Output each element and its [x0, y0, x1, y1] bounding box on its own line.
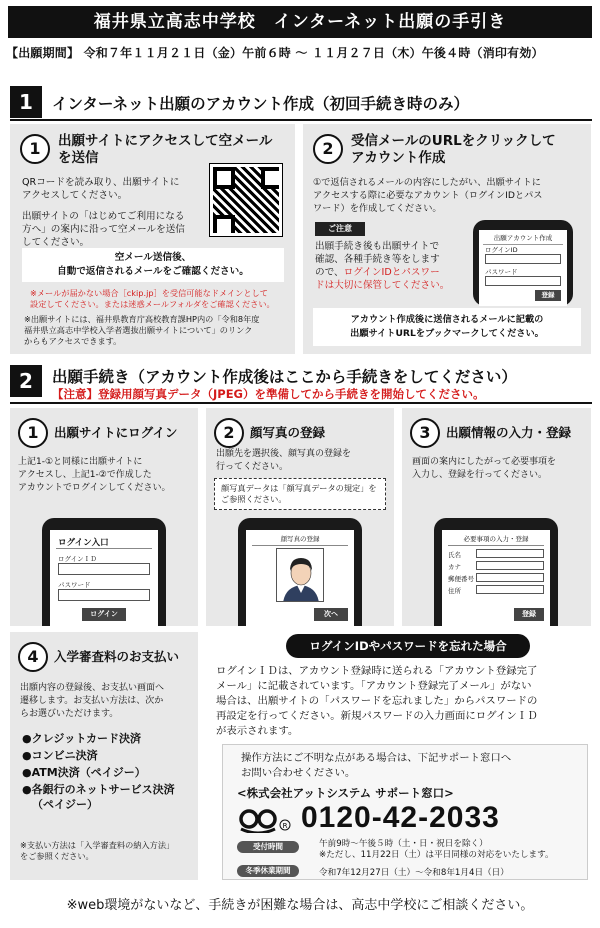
step-heading	[58, 133, 272, 167]
qr-code-icon[interactable]	[210, 164, 282, 236]
text-line: 遷移します。お支払い方法は、次か	[20, 696, 164, 706]
login-button[interactable]: ログイン	[82, 608, 126, 621]
text-line: メール」に記載されています。「アカウント登録完了メール」がない	[216, 680, 532, 692]
note-line: をご参照ください。	[20, 851, 94, 861]
register-button[interactable]: 登録	[514, 608, 544, 621]
text-part-red: ログインIDとパスワー	[343, 267, 440, 278]
payment-method: ●クレジットカード決済	[22, 732, 141, 745]
payment-method: ●ATM決済（ペイジー）	[22, 766, 146, 779]
step-number: 3	[410, 418, 440, 448]
text-line: 再設定を行ってください。新規パスワードの入力画面にログインＩＤ	[216, 710, 538, 722]
text-line: ①で返信されるメールの内容にしたがい、出願サイトに	[313, 177, 541, 188]
site-link-note	[24, 314, 292, 347]
step-number: 4	[18, 642, 48, 672]
box-line: 出願サイトURLをブックマークしてください。	[350, 328, 544, 339]
text-line: ※ただし、11月22日（土）は平日同様の対応をいたします。	[319, 850, 554, 860]
password-field[interactable]	[58, 589, 150, 601]
phone-title: ログイン入口	[58, 538, 109, 548]
field-address[interactable]	[476, 585, 544, 594]
text-line-red: ドは大切に保管してください。	[315, 280, 450, 291]
step-heading: 顔写真の登録	[250, 425, 326, 440]
step-text	[412, 456, 588, 482]
step-heading: 出願サイトにログイン	[54, 425, 178, 440]
step-2-4-card	[10, 632, 198, 880]
text-line: アクセスし、上記1-②で作成した	[18, 470, 152, 480]
text-line: 画面の案内にしたがって必要事項を	[412, 457, 557, 467]
svg-text:R: R	[282, 822, 288, 830]
phone-screen	[479, 230, 567, 306]
face-photo-icon	[276, 548, 324, 602]
text-line: ワード）を作成してください。	[313, 203, 442, 214]
note-line: 設定してください。または迷惑メールフォルダをご確認ください。	[30, 299, 275, 309]
step-2-1-card	[10, 408, 198, 626]
forgot-login-text	[216, 664, 592, 739]
phone-divider	[56, 548, 152, 549]
heading-line: アカウント作成	[351, 150, 446, 166]
text-line: 出願内容の登録後、お支払い画面へ	[20, 683, 165, 693]
step-text	[22, 176, 212, 249]
text-line: 確認、各種手続き等をします	[315, 254, 440, 265]
caution-text	[315, 240, 475, 292]
login-id-field[interactable]	[58, 563, 150, 575]
password-label: パスワード	[485, 268, 518, 276]
step-1-2-card	[303, 124, 591, 354]
text-line: お問い合わせください。	[241, 767, 356, 779]
step-2-3-card	[402, 408, 591, 626]
step-number: 2	[214, 418, 244, 448]
step-text	[20, 682, 196, 721]
bookmark-box	[313, 308, 581, 346]
text-line: QRコードを読み取り、出願サイトに	[22, 177, 180, 188]
note-line: からもアクセスできます。	[24, 336, 122, 346]
step-text	[313, 176, 588, 215]
note-line: ※支払い方法は「入学審査料の納入方法」	[20, 840, 175, 850]
box-line: ご参照ください。	[221, 494, 287, 504]
auto-reply-box	[22, 248, 284, 282]
support-company: <株式会社アットシステム サポート窓口>	[237, 786, 454, 800]
field-postal[interactable]	[476, 573, 544, 582]
payment-note	[20, 840, 196, 862]
application-period: 【出願期間】 令和７年１１月２１日（金）午前６時 〜 １１月２７日（木）午後４時（消印有効）	[6, 46, 544, 60]
section-2-caution: 【注意】登録用顔写真データ（JPEG）を準備してから手続きを開始してください。	[52, 387, 485, 401]
step-heading	[351, 133, 556, 167]
step-2-2-card	[206, 408, 394, 626]
support-box	[222, 744, 588, 880]
phone-header: 出願アカウント作成	[483, 233, 563, 245]
field-label-postal: 郵便番号	[448, 575, 474, 583]
password-field[interactable]	[485, 276, 561, 286]
text-line: 場合は、出願サイトの「パスワードを忘れました」からパスワードの	[216, 695, 538, 707]
text-line: してください。	[22, 237, 90, 248]
next-button[interactable]: 次へ	[314, 608, 348, 621]
page-title: 福井県立高志中学校 インターネット出願の手引き	[8, 6, 592, 38]
hours-tag: 受付時間	[237, 841, 299, 853]
step-number: 1	[18, 418, 48, 448]
login-phone-mockup	[42, 518, 166, 626]
note-line: ※出願サイトには、福井県教育庁高校教育課HP内の「令和8年度	[24, 314, 260, 324]
info-phone-mockup	[434, 518, 558, 626]
section-1-divider	[10, 119, 592, 121]
heading-line: を送信	[58, 150, 99, 166]
mail-warning-note	[30, 288, 292, 310]
support-holiday: 令和7年12月27日（土）〜令和8年1月4日（日）	[319, 868, 509, 878]
password-label: パスワード	[58, 581, 91, 589]
step-heading: 入学審査料のお支払い	[54, 649, 180, 664]
section-2-number: 2	[10, 365, 42, 397]
step-text	[18, 456, 196, 495]
payment-methods-list	[22, 730, 198, 811]
text-line: 入力し、登録を行ってください。	[412, 470, 548, 480]
text-line: アクセスする際に必要なアカウント（ログインIDとパス	[313, 190, 543, 201]
payment-method: ●各銀行のネットサービス決済	[22, 783, 175, 796]
text-line: 上記1-①と同様に出願サイトに	[18, 457, 143, 467]
phone-screen	[442, 530, 550, 626]
note-line: 福井県立高志中学校入学者選抜出願サイトについて」のリンク	[24, 325, 253, 335]
text-line: 出願サイトの「はじめてご利用になる	[22, 211, 185, 222]
field-label-address: 住所	[448, 587, 461, 595]
heading-line: 受信メールのURLをクリックして	[351, 133, 556, 149]
login-id-label: ログインID	[485, 246, 518, 254]
text-line: 操作方法にご不明な点がある場合は、下記サポート窓口へ	[241, 752, 512, 764]
support-intro	[241, 751, 581, 781]
text-line: らお選びいただけます。	[20, 709, 119, 719]
photo-rule-box	[214, 478, 386, 510]
text-line: ログインＩＤは、アカウント登録時に送られる「アカウント登録完了	[216, 665, 538, 677]
login-id-label: ログインＩＤ	[58, 555, 97, 563]
forgot-login-heading: ログインIDやパスワードを忘れた場合	[286, 634, 530, 658]
note-line: ※メールが届かない場合［ckip.jp］を受信可能なドメインとして	[30, 288, 268, 298]
support-hours	[319, 839, 585, 861]
text-line: 午前9時〜午後５時（土・日・祝日を除く）	[319, 839, 488, 849]
text-line: 行ってください。	[216, 462, 289, 472]
register-button[interactable]: 登録	[535, 290, 561, 301]
payment-method-sub: （ペイジー）	[32, 798, 98, 811]
step-text	[216, 448, 392, 474]
box-line: 空メール送信後、	[114, 252, 192, 263]
text-line: 出願手続き後も出願サイトで	[315, 241, 440, 252]
caution-label: ご注意	[315, 222, 365, 236]
support-phone-number[interactable]: 0120-42-2033	[301, 801, 500, 834]
account-phone-mockup	[473, 220, 573, 306]
phone-header: 必要事項の入力・登録	[448, 534, 544, 546]
text-line: 出願先を選択後、顔写真の登録を	[216, 449, 352, 459]
payment-method: ●コンビニ決済	[22, 749, 98, 762]
text-line: アカウントでログインしてください。	[18, 483, 171, 493]
field-label-kana: カナ	[448, 563, 461, 571]
step-1-1-card	[10, 124, 295, 354]
step-number: 2	[313, 134, 343, 164]
footer-note: ※web環境がないなど、手続きが困難な場合は、高志中学校にご相談ください。	[66, 898, 534, 913]
text-line: が表示されます。	[216, 725, 299, 737]
section-2-title: 出願手続き（アカウント作成後はここから手続きをしてください）	[52, 368, 517, 386]
text-line: 方へ」の案内に沿って空メールを送信	[22, 224, 185, 235]
section-1-number: 1	[10, 86, 42, 118]
text-part: ので、	[315, 267, 344, 278]
box-line: 自動で返信されるメールをご確認ください。	[57, 266, 249, 277]
photo-phone-mockup	[238, 518, 362, 626]
box-line: アカウント作成後に送信されるメールに記載の	[350, 314, 544, 325]
section-2-divider	[10, 402, 592, 404]
field-label-name: 氏名	[448, 551, 461, 559]
section-1-title: インターネット出願のアカウント作成（初回手続き時のみ）	[52, 95, 469, 113]
field-name[interactable]	[476, 549, 544, 558]
heading-line: 出願サイトにアクセスして空メール	[58, 133, 273, 149]
box-line: 顔写真データは「顔写真データの規定」を	[221, 483, 377, 493]
phone-screen	[246, 530, 354, 626]
login-id-field[interactable]	[485, 254, 561, 264]
phone-header: 顔写真の登録	[252, 534, 348, 546]
step-heading: 出願情報の入力・登録	[446, 425, 572, 440]
text-line: アクセスしてください。	[22, 190, 128, 201]
freedial-icon	[239, 807, 297, 833]
field-kana[interactable]	[476, 561, 544, 570]
holiday-tag: 冬季休業期間	[237, 865, 299, 877]
step-number: 1	[20, 134, 50, 164]
phone-screen	[50, 530, 158, 626]
